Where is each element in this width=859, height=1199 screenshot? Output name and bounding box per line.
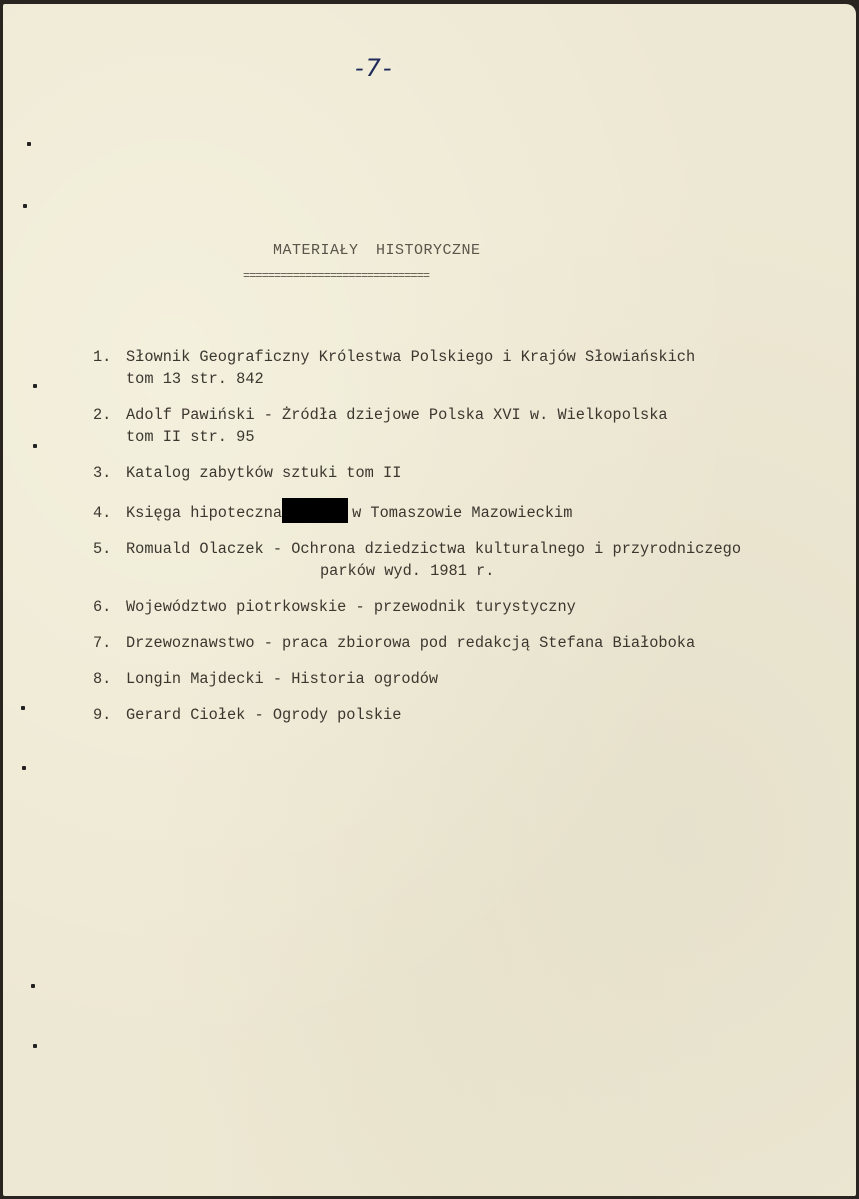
item-text: w Tomaszowie Mazowieckim xyxy=(352,504,573,522)
list-item xyxy=(93,404,853,448)
document-title: MATERIAŁY HISTORYCZNE xyxy=(273,242,481,259)
binding-hole-mark xyxy=(33,444,37,448)
list-item xyxy=(93,596,853,618)
item-text: Romuald Olaczek - Ochrona dziedzictwa kulturalnego i przyrodniczego xyxy=(126,540,742,558)
item-number: 6. xyxy=(93,598,112,616)
item-number: 7. xyxy=(93,634,112,652)
item-text: Księga hipoteczna xyxy=(126,504,283,522)
binding-hole-mark xyxy=(33,384,37,388)
list-item xyxy=(93,704,853,726)
item-number: 1. xyxy=(93,348,112,366)
list-item xyxy=(93,462,853,484)
item-number: 4. xyxy=(93,504,112,522)
list-item xyxy=(93,538,853,582)
item-text: Katalog zabytków sztuki tom II xyxy=(126,464,402,482)
item-text: Drzewoznawstwo - praca zbiorowa pod redakcją Stefana Białoboka xyxy=(126,634,696,652)
item-text: Adolf Pawiński - Żródła dziejowe Polska XVI w. Wielkopolska xyxy=(126,406,668,424)
binding-hole-mark xyxy=(22,766,26,770)
binding-hole-mark xyxy=(33,1044,37,1048)
item-number: 2. xyxy=(93,406,112,424)
bibliography-list xyxy=(93,346,853,740)
page-number: -7- xyxy=(355,54,394,82)
item-text: Słownik Geograficzny Królestwa Polskiego i Krajów Słowiańskich xyxy=(126,348,696,366)
item-continuation: tom 13 str. 842 xyxy=(126,370,264,388)
item-number: 5. xyxy=(93,540,112,558)
redaction-box xyxy=(282,498,348,523)
list-item xyxy=(93,346,853,390)
item-text: Województwo piotrkowskie - przewodnik turystyczny xyxy=(126,598,576,616)
document-page xyxy=(3,4,856,1196)
item-number: 8. xyxy=(93,670,112,688)
list-item xyxy=(93,498,853,524)
binding-hole-mark xyxy=(21,706,25,710)
list-item xyxy=(93,632,853,654)
item-continuation: tom II str. 95 xyxy=(126,428,255,446)
binding-hole-mark xyxy=(27,142,31,146)
binding-hole-mark xyxy=(23,204,27,208)
title-underline: ============================== xyxy=(243,269,430,283)
item-number: 3. xyxy=(93,464,112,482)
item-text: Gerard Ciołek - Ogrody polskie xyxy=(126,706,402,724)
item-number: 9. xyxy=(93,706,112,724)
binding-hole-mark xyxy=(31,984,35,988)
item-text: Longin Majdecki - Historia ogrodów xyxy=(126,670,439,688)
list-item xyxy=(93,668,853,690)
item-continuation: parków wyd. 1981 r. xyxy=(320,562,495,580)
